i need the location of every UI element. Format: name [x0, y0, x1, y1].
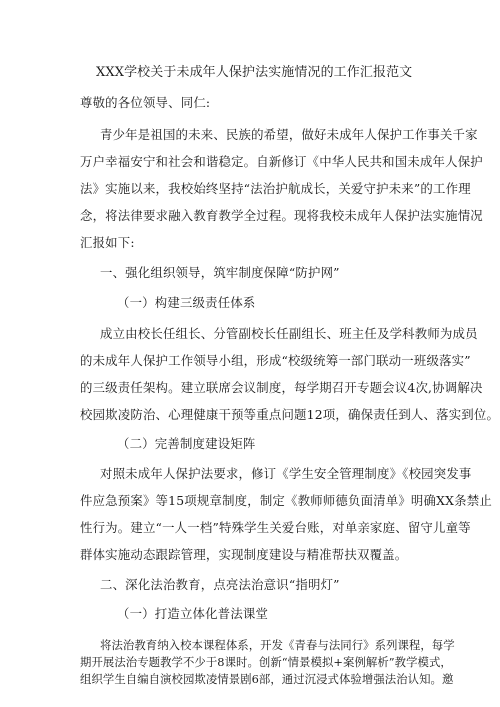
subsection-heading: （一）打造立体化普法课堂	[117, 606, 269, 621]
paragraph-line: 校园欺凌防治、心理健康干预等重点问题12项，确保责任到人、落实到位。	[80, 407, 500, 422]
paragraph-line: 对照未成年人保护法要求，修订《学生安全管理制度》《校园突发事	[100, 466, 472, 481]
subsection-heading: （二）完善制度建设矩阵	[117, 436, 256, 451]
paragraph-line: 件应急预案》等15项规章制度，制定《教师师德负面清单》明确XX条禁止	[80, 493, 492, 508]
paragraph-line: 成立由校长任组长、分管副校长任副组长、班主任及学科教师为成员	[100, 326, 478, 341]
intro-line: 汇报如下:	[80, 235, 135, 250]
salutation: 尊敬的各位领导、同仁:	[80, 95, 211, 110]
section-heading: 二、深化法治教育，点亮法治意识“指明灯”	[100, 577, 340, 592]
paragraph-line: 群体实施动态跟踪管理，实现制度建设与精准帮扶双覆盖。	[80, 547, 408, 562]
paragraph-line: 将法治教育纳入校本课程体系，开发《青春与法同行》系列课程，每学	[100, 638, 455, 652]
paragraph-line: 性行为。建立“一人一档”特殊学生关爱台账，对单亲家庭、留守儿童等	[80, 520, 471, 535]
intro-line: 法》实施以来，我校始终坚持“法治护航成长，关爱守护未来”的工作理	[80, 181, 471, 196]
intro-line: 万户幸福安宁和社会和谐稳定。自新修订《中华人民共和国未成年人保护	[80, 154, 483, 169]
paragraph-line: 的未成年人保护工作领导小组，形成“校级统筹一部门联动一班级落实”	[80, 353, 471, 368]
paragraph-line: 组织学生自编自演校园欺凌情景剧6部，通过沉浸式体验增强法治认知。邀	[80, 672, 454, 686]
document-title: XXX学校关于未成年人保护法实施情况的工作汇报范文	[96, 65, 413, 80]
section-heading: 一、强化组织领导，筑牢制度保障“防护网”	[100, 265, 340, 280]
paragraph-line: 期开展法治专题教学不少于8课时。创新“情景模拟+案例解析”教学模式，	[80, 655, 452, 669]
intro-line: 念，将法律要求融入教育教学全过程。现将我校未成年人保护法实施情况	[80, 208, 483, 223]
subsection-heading: （一）构建三级责任体系	[117, 295, 256, 310]
paragraph-line: 的三级责任架构。建立联席会议制度，每学期召开专题会议4次,协调解决	[80, 380, 483, 395]
intro-line: 青少年是祖国的未来、民族的希望，做好未成年人保护工作事关千家	[100, 127, 478, 142]
